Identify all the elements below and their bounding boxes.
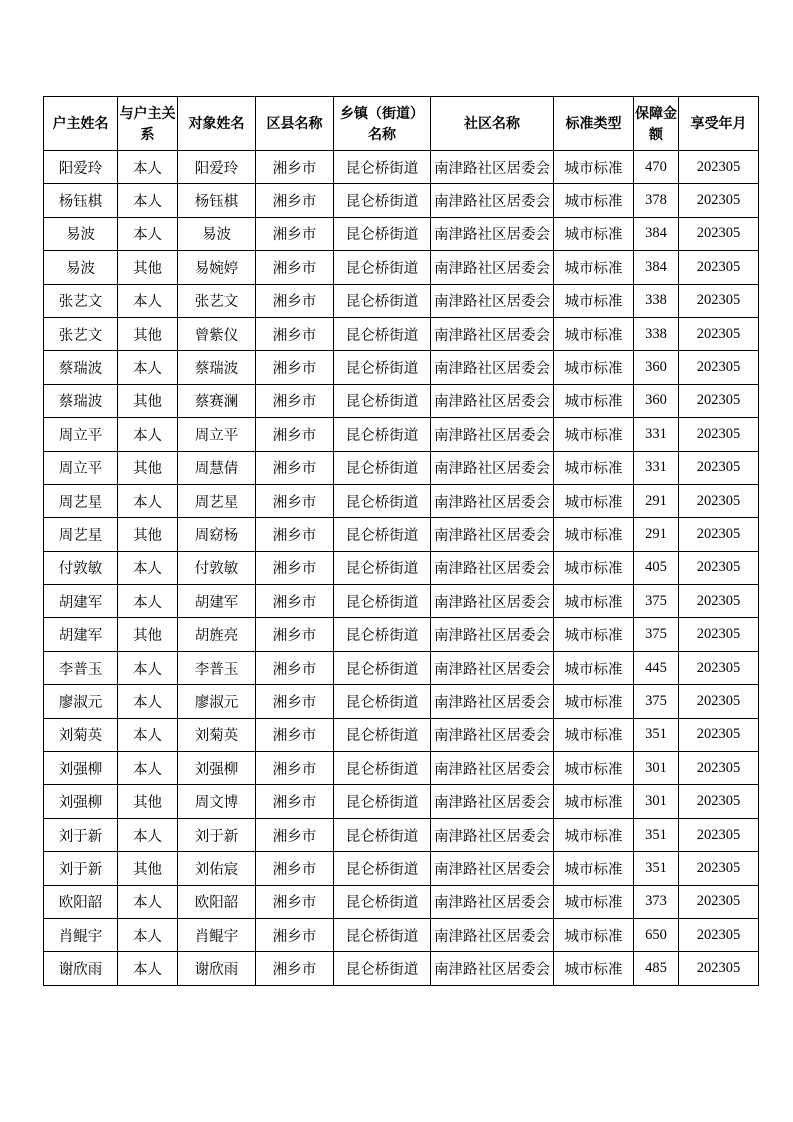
table-cell: 昆仑桥街道 — [334, 551, 431, 584]
table-cell: 蔡瑞波 — [44, 351, 118, 384]
table-cell: 202305 — [679, 351, 759, 384]
table-cell: 本人 — [118, 752, 178, 785]
table-cell: 202305 — [679, 551, 759, 584]
table-cell: 欧阳韶 — [178, 885, 256, 918]
table-cell: 昆仑桥街道 — [334, 451, 431, 484]
table-cell: 291 — [634, 518, 679, 551]
table-cell: 蔡瑞波 — [178, 351, 256, 384]
table-cell: 周立平 — [44, 418, 118, 451]
table-row — [44, 451, 759, 484]
table-cell: 城市标准 — [554, 418, 634, 451]
table-cell: 昆仑桥街道 — [334, 585, 431, 618]
table-cell: 胡建军 — [44, 585, 118, 618]
table-cell: 城市标准 — [554, 618, 634, 651]
table-cell: 刘菊英 — [178, 718, 256, 751]
table-cell: 刘佑宸 — [178, 852, 256, 885]
table-cell: 城市标准 — [554, 918, 634, 951]
table-cell: 351 — [634, 818, 679, 851]
table-cell: 湘乡市 — [256, 317, 334, 350]
table-header-row — [44, 97, 759, 151]
table-row — [44, 718, 759, 751]
table-header-cell: 保障金额 — [634, 97, 679, 151]
table-cell: 周艺星 — [178, 484, 256, 517]
records-table — [43, 96, 759, 986]
table-cell: 昆仑桥街道 — [334, 618, 431, 651]
table-cell: 城市标准 — [554, 852, 634, 885]
table-cell: 南津路社区居委会 — [431, 752, 554, 785]
table-cell: 202305 — [679, 818, 759, 851]
table-cell: 650 — [634, 918, 679, 951]
table-cell: 李普玉 — [44, 651, 118, 684]
table-cell: 城市标准 — [554, 752, 634, 785]
table-cell: 周艺星 — [44, 518, 118, 551]
table-cell: 周立平 — [44, 451, 118, 484]
table-cell: 375 — [634, 685, 679, 718]
table-row — [44, 518, 759, 551]
table-cell: 城市标准 — [554, 484, 634, 517]
table-cell: 南津路社区居委会 — [431, 518, 554, 551]
table-cell: 阳爱玲 — [44, 151, 118, 184]
table-cell: 杨钰棋 — [44, 184, 118, 217]
table-cell: 谢欣雨 — [44, 952, 118, 985]
table-row — [44, 484, 759, 517]
table-cell: 其他 — [118, 852, 178, 885]
table-cell: 其他 — [118, 451, 178, 484]
table-cell: 本人 — [118, 351, 178, 384]
table-cell: 202305 — [679, 651, 759, 684]
table-cell: 刘于新 — [44, 818, 118, 851]
table-cell: 周窈杨 — [178, 518, 256, 551]
table-cell: 331 — [634, 418, 679, 451]
table-cell: 城市标准 — [554, 317, 634, 350]
table-cell: 202305 — [679, 585, 759, 618]
table-cell: 湘乡市 — [256, 918, 334, 951]
table-cell: 湘乡市 — [256, 785, 334, 818]
table-cell: 城市标准 — [554, 585, 634, 618]
table-cell: 南津路社区居委会 — [431, 785, 554, 818]
table-cell: 昆仑桥街道 — [334, 384, 431, 417]
table-cell: 周慧倩 — [178, 451, 256, 484]
table-cell: 本人 — [118, 217, 178, 250]
table-cell: 202305 — [679, 284, 759, 317]
table-cell: 刘强柳 — [178, 752, 256, 785]
table-cell: 南津路社区居委会 — [431, 651, 554, 684]
table-cell: 湘乡市 — [256, 685, 334, 718]
table-cell: 城市标准 — [554, 818, 634, 851]
table-cell: 湘乡市 — [256, 752, 334, 785]
table-cell: 202305 — [679, 752, 759, 785]
table-cell: 欧阳韶 — [44, 885, 118, 918]
table-cell: 张艺文 — [44, 317, 118, 350]
table-cell: 周艺星 — [44, 484, 118, 517]
table-cell: 202305 — [679, 952, 759, 985]
table-cell: 城市标准 — [554, 451, 634, 484]
table-cell: 易波 — [178, 217, 256, 250]
table-cell: 湘乡市 — [256, 885, 334, 918]
table-cell: 373 — [634, 885, 679, 918]
table-cell: 南津路社区居委会 — [431, 918, 554, 951]
table-cell: 湘乡市 — [256, 384, 334, 417]
table-cell: 南津路社区居委会 — [431, 718, 554, 751]
table-cell: 昆仑桥街道 — [334, 918, 431, 951]
table-cell: 202305 — [679, 852, 759, 885]
table-cell: 本人 — [118, 585, 178, 618]
table-cell: 其他 — [118, 317, 178, 350]
table-cell: 375 — [634, 618, 679, 651]
table-cell: 昆仑桥街道 — [334, 718, 431, 751]
table-cell: 城市标准 — [554, 551, 634, 584]
table-cell: 本人 — [118, 284, 178, 317]
table-header-cell: 乡镇（街道）名称 — [334, 97, 431, 151]
table-cell: 本人 — [118, 418, 178, 451]
table-cell: 易婉婷 — [178, 251, 256, 284]
table-cell: 湘乡市 — [256, 418, 334, 451]
table-cell: 城市标准 — [554, 518, 634, 551]
table-cell: 城市标准 — [554, 251, 634, 284]
table-cell: 城市标准 — [554, 151, 634, 184]
table-cell: 湘乡市 — [256, 284, 334, 317]
table-cell: 南津路社区居委会 — [431, 384, 554, 417]
table-cell: 湘乡市 — [256, 551, 334, 584]
table-cell: 湘乡市 — [256, 184, 334, 217]
table-cell: 301 — [634, 785, 679, 818]
table-cell: 易波 — [44, 217, 118, 250]
table-cell: 338 — [634, 317, 679, 350]
table-header-cell: 区县名称 — [256, 97, 334, 151]
table-cell: 湘乡市 — [256, 852, 334, 885]
table-row — [44, 885, 759, 918]
table-cell: 202305 — [679, 785, 759, 818]
table-cell: 蔡赛澜 — [178, 384, 256, 417]
table-cell: 周文博 — [178, 785, 256, 818]
table-cell: 昆仑桥街道 — [334, 351, 431, 384]
table-row — [44, 317, 759, 350]
table-cell: 470 — [634, 151, 679, 184]
table-row — [44, 918, 759, 951]
table-cell: 本人 — [118, 818, 178, 851]
table-cell: 张艺文 — [44, 284, 118, 317]
table-cell: 202305 — [679, 217, 759, 250]
table-cell: 昆仑桥街道 — [334, 251, 431, 284]
table-cell: 湘乡市 — [256, 151, 334, 184]
table-cell: 湘乡市 — [256, 251, 334, 284]
table-row — [44, 418, 759, 451]
table-head — [44, 97, 759, 151]
table-cell: 202305 — [679, 184, 759, 217]
table-row — [44, 752, 759, 785]
table-cell: 刘于新 — [178, 818, 256, 851]
table-cell: 张艺文 — [178, 284, 256, 317]
table-cell: 蔡瑞波 — [44, 384, 118, 417]
table-cell: 202305 — [679, 918, 759, 951]
table-cell: 昆仑桥街道 — [334, 651, 431, 684]
table-cell: 城市标准 — [554, 384, 634, 417]
table-cell: 肖鲲宇 — [44, 918, 118, 951]
table-cell: 刘于新 — [44, 852, 118, 885]
table-cell: 廖淑元 — [44, 685, 118, 718]
table-cell: 谢欣雨 — [178, 952, 256, 985]
table-cell: 本人 — [118, 685, 178, 718]
table-cell: 周立平 — [178, 418, 256, 451]
table-cell: 202305 — [679, 451, 759, 484]
table-cell: 昆仑桥街道 — [334, 852, 431, 885]
table-cell: 昆仑桥街道 — [334, 418, 431, 451]
table-cell: 曾紫仪 — [178, 317, 256, 350]
table-cell: 湘乡市 — [256, 217, 334, 250]
table-cell: 城市标准 — [554, 685, 634, 718]
table-cell: 南津路社区居委会 — [431, 317, 554, 350]
table-cell: 本人 — [118, 885, 178, 918]
table-cell: 昆仑桥街道 — [334, 217, 431, 250]
table-row — [44, 952, 759, 985]
table-row — [44, 818, 759, 851]
table-row — [44, 785, 759, 818]
table-row — [44, 651, 759, 684]
table-cell: 485 — [634, 952, 679, 985]
table-cell: 刘强柳 — [44, 752, 118, 785]
table-cell: 331 — [634, 451, 679, 484]
table-cell: 南津路社区居委会 — [431, 484, 554, 517]
table-cell: 202305 — [679, 885, 759, 918]
table-header-cell: 与户主关系 — [118, 97, 178, 151]
table-cell: 445 — [634, 651, 679, 684]
table-cell: 南津路社区居委会 — [431, 284, 554, 317]
table-cell: 202305 — [679, 618, 759, 651]
table-cell: 付敦敏 — [178, 551, 256, 584]
table-row — [44, 551, 759, 584]
table-cell: 本人 — [118, 551, 178, 584]
table-cell: 湘乡市 — [256, 518, 334, 551]
table-cell: 其他 — [118, 518, 178, 551]
table-cell: 301 — [634, 752, 679, 785]
table-cell: 351 — [634, 718, 679, 751]
table-cell: 378 — [634, 184, 679, 217]
table-cell: 城市标准 — [554, 217, 634, 250]
table-cell: 湘乡市 — [256, 451, 334, 484]
table-cell: 昆仑桥街道 — [334, 818, 431, 851]
table-cell: 南津路社区居委会 — [431, 585, 554, 618]
table-cell: 肖鲲宇 — [178, 918, 256, 951]
table-header-cell: 标准类型 — [554, 97, 634, 151]
table-cell: 昆仑桥街道 — [334, 518, 431, 551]
table-cell: 202305 — [679, 718, 759, 751]
table-cell: 湘乡市 — [256, 818, 334, 851]
table-cell: 南津路社区居委会 — [431, 885, 554, 918]
table-row — [44, 251, 759, 284]
table-cell: 本人 — [118, 651, 178, 684]
table-cell: 昆仑桥街道 — [334, 184, 431, 217]
table-cell: 昆仑桥街道 — [334, 885, 431, 918]
table-cell: 南津路社区居委会 — [431, 852, 554, 885]
table-cell: 本人 — [118, 918, 178, 951]
table-row — [44, 852, 759, 885]
table-cell: 202305 — [679, 484, 759, 517]
table-cell: 其他 — [118, 618, 178, 651]
table-cell: 202305 — [679, 151, 759, 184]
table-cell: 廖淑元 — [178, 685, 256, 718]
table-cell: 湘乡市 — [256, 952, 334, 985]
table-row — [44, 384, 759, 417]
table-cell: 南津路社区居委会 — [431, 451, 554, 484]
table-cell: 351 — [634, 852, 679, 885]
table-cell: 李普玉 — [178, 651, 256, 684]
table-cell: 胡建军 — [44, 618, 118, 651]
table-cell: 360 — [634, 384, 679, 417]
table-cell: 202305 — [679, 685, 759, 718]
table-cell: 本人 — [118, 718, 178, 751]
table-body — [44, 151, 759, 986]
table-cell: 刘强柳 — [44, 785, 118, 818]
table-cell: 昆仑桥街道 — [334, 752, 431, 785]
table-cell: 昆仑桥街道 — [334, 151, 431, 184]
table-cell: 城市标准 — [554, 952, 634, 985]
table-cell: 阳爱玲 — [178, 151, 256, 184]
table-header-cell: 社区名称 — [431, 97, 554, 151]
table-cell: 易波 — [44, 251, 118, 284]
table-cell: 城市标准 — [554, 785, 634, 818]
table-header-cell: 享受年月 — [679, 97, 759, 151]
table-cell: 南津路社区居委会 — [431, 351, 554, 384]
table-cell: 202305 — [679, 317, 759, 350]
table-cell: 城市标准 — [554, 651, 634, 684]
table-cell: 南津路社区居委会 — [431, 217, 554, 250]
table-row — [44, 284, 759, 317]
table-row — [44, 184, 759, 217]
table-cell: 南津路社区居委会 — [431, 184, 554, 217]
table-cell: 南津路社区居委会 — [431, 418, 554, 451]
table-cell: 湘乡市 — [256, 718, 334, 751]
table-cell: 湘乡市 — [256, 651, 334, 684]
table-cell: 384 — [634, 251, 679, 284]
table-cell: 本人 — [118, 484, 178, 517]
table-cell: 昆仑桥街道 — [334, 484, 431, 517]
table-cell: 其他 — [118, 384, 178, 417]
table-row — [44, 618, 759, 651]
table-row — [44, 685, 759, 718]
table-cell: 384 — [634, 217, 679, 250]
table-cell: 胡旌亮 — [178, 618, 256, 651]
table-header-cell: 对象姓名 — [178, 97, 256, 151]
table-row — [44, 217, 759, 250]
table-cell: 202305 — [679, 518, 759, 551]
table-cell: 城市标准 — [554, 885, 634, 918]
table-row — [44, 151, 759, 184]
table-cell: 城市标准 — [554, 351, 634, 384]
table-cell: 其他 — [118, 251, 178, 284]
table-cell: 南津路社区居委会 — [431, 151, 554, 184]
table-cell: 城市标准 — [554, 718, 634, 751]
table-cell: 昆仑桥街道 — [334, 785, 431, 818]
table-cell: 其他 — [118, 785, 178, 818]
table-cell: 昆仑桥街道 — [334, 284, 431, 317]
table-cell: 202305 — [679, 384, 759, 417]
table-cell: 昆仑桥街道 — [334, 952, 431, 985]
table-cell: 405 — [634, 551, 679, 584]
table-cell: 湘乡市 — [256, 351, 334, 384]
table-cell: 南津路社区居委会 — [431, 818, 554, 851]
table-cell: 291 — [634, 484, 679, 517]
table-cell: 湘乡市 — [256, 585, 334, 618]
table-cell: 本人 — [118, 952, 178, 985]
table-cell: 202305 — [679, 418, 759, 451]
table-cell: 杨钰棋 — [178, 184, 256, 217]
table-cell: 南津路社区居委会 — [431, 685, 554, 718]
table-cell: 刘菊英 — [44, 718, 118, 751]
table-cell: 本人 — [118, 151, 178, 184]
table-cell: 南津路社区居委会 — [431, 251, 554, 284]
table-cell: 360 — [634, 351, 679, 384]
table-cell: 城市标准 — [554, 184, 634, 217]
table-cell: 湘乡市 — [256, 484, 334, 517]
table-cell: 南津路社区居委会 — [431, 618, 554, 651]
table-cell: 375 — [634, 585, 679, 618]
table-cell: 昆仑桥街道 — [334, 685, 431, 718]
table-cell: 胡建军 — [178, 585, 256, 618]
table-cell: 昆仑桥街道 — [334, 317, 431, 350]
table-cell: 付敦敏 — [44, 551, 118, 584]
table-header-cell: 户主姓名 — [44, 97, 118, 151]
table-cell: 本人 — [118, 184, 178, 217]
table-cell: 南津路社区居委会 — [431, 551, 554, 584]
table-cell: 202305 — [679, 251, 759, 284]
table-cell: 南津路社区居委会 — [431, 952, 554, 985]
table-row — [44, 351, 759, 384]
table-cell: 湘乡市 — [256, 618, 334, 651]
table-cell: 338 — [634, 284, 679, 317]
table-row — [44, 585, 759, 618]
table-cell: 城市标准 — [554, 284, 634, 317]
